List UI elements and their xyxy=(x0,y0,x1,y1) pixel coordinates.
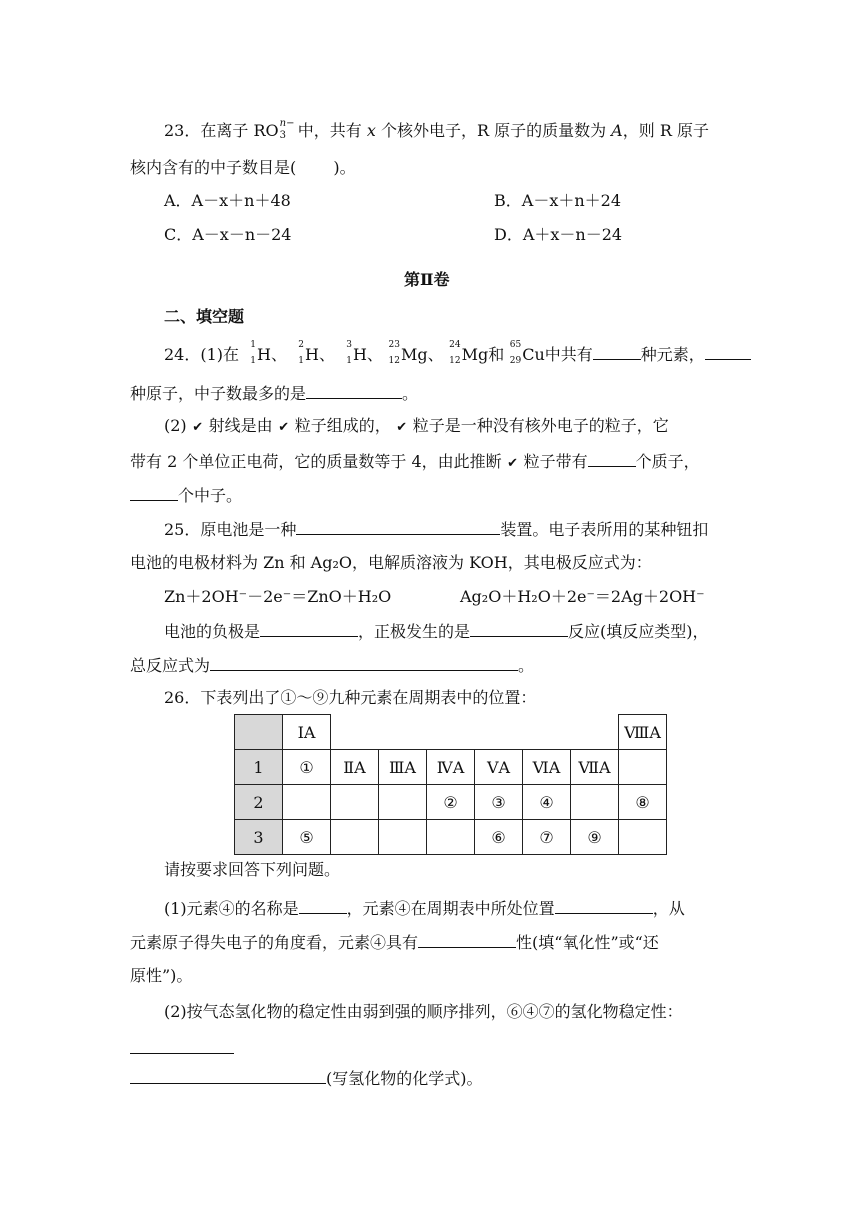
q23-option-a: A．A－x＋n＋48 xyxy=(164,191,291,210)
check-icon: ✔ xyxy=(396,420,408,435)
q24-part2-line2: 带有 2 个单位正电荷，它的质量数等于 4，由此推断 ✔ 粒子带有 个质子， xyxy=(130,449,700,476)
table-cell xyxy=(379,820,427,855)
table-cell: ⑥ xyxy=(475,820,523,855)
section-title: 第Ⅱ卷 xyxy=(404,270,450,289)
answer-blank[interactable] xyxy=(555,896,653,914)
answer-blank[interactable] xyxy=(593,342,641,360)
periodic-table xyxy=(234,714,667,855)
q23-line2: 核内含有的中子数目是( )。 xyxy=(130,158,356,177)
table-header-viiia: ⅧA xyxy=(619,715,667,750)
period-label: 1 xyxy=(235,750,283,785)
answer-blank[interactable] xyxy=(705,342,751,360)
q23-option-c: C．A－x－n－24 xyxy=(164,225,292,244)
answer-blank[interactable] xyxy=(296,517,500,535)
q26-part1-line2: 元素原子得失电子的角度看，元素④具有 性(填“氧化性”或“还 xyxy=(130,930,659,955)
check-icon: ✔ xyxy=(507,456,519,471)
table-cell: ① xyxy=(283,750,331,785)
q26-part2-line3: (写氢化物的化学式)。 xyxy=(130,1066,483,1091)
q26-part1-line3: 原性”)。 xyxy=(130,966,193,985)
q23-line1: 23．在离子 RO n− 3 中，共有 x 个核外电子，R 原子的质量数为 A，则 R 原子 xyxy=(164,118,709,141)
table-cell: ② xyxy=(427,785,475,820)
answer-blank[interactable] xyxy=(299,896,347,914)
q25-line4: 电池的负极是 ，正极发生的是 反应(填反应类型)， xyxy=(164,619,709,644)
table-cell xyxy=(427,820,475,855)
answer-blank[interactable] xyxy=(130,1066,326,1084)
table-cell: ⑧ xyxy=(619,785,667,820)
nuclide-h1: 1 1 xyxy=(250,340,257,366)
check-icon: ✔ xyxy=(278,420,290,435)
nuclide-h3: 3 1 xyxy=(346,340,352,366)
q23-option-d: D．A＋x－n－24 xyxy=(494,225,623,244)
table-cell: ⅣA xyxy=(427,750,475,785)
answer-blank[interactable] xyxy=(470,619,568,637)
table-cell: ⑤ xyxy=(283,820,331,855)
answer-blank[interactable] xyxy=(210,653,518,671)
q25-line2: 电池的电极材料为 Zn 和 Ag₂O，电解质溶液为 KOH，其电极反应式为： xyxy=(130,553,652,572)
answer-blank[interactable] xyxy=(418,930,516,948)
answer-blank[interactable] xyxy=(588,449,636,467)
answer-blank[interactable] xyxy=(306,381,402,399)
table-cell: ⅡA xyxy=(331,750,379,785)
nuclide-cu65: 65 29 xyxy=(509,340,522,366)
q26-part2-line1: (2)按气态氢化物的稳定性由弱到强的顺序排列，⑥④⑦的氢化物稳定性： xyxy=(164,1002,683,1021)
table-cell: ⑨ xyxy=(571,820,619,855)
q23-option-b: B．A－x＋n＋24 xyxy=(494,191,622,210)
answer-blank[interactable] xyxy=(260,619,358,637)
ion-formula: RO n− 3 xyxy=(253,118,295,141)
table-cell: ④ xyxy=(523,785,571,820)
q26-part2-line2 xyxy=(130,1036,234,1061)
q25-equation-2: Ag₂O＋H₂O＋2e⁻＝2Ag＋2OH⁻ xyxy=(460,587,705,606)
table-cell: ⅤA xyxy=(475,750,523,785)
q24-part2-line1: (2) ✔ 射线是由 ✔ 粒子组成的， ✔ 粒子是一种没有核外电子的粒子，它 xyxy=(164,414,669,440)
section-part: 二、填空题 xyxy=(164,307,245,326)
check-icon: ✔ xyxy=(192,420,204,435)
table-cell: ⅦA xyxy=(571,750,619,785)
period-label: 3 xyxy=(235,820,283,855)
table-cell: ⑦ xyxy=(523,820,571,855)
answer-blank[interactable] xyxy=(130,1036,234,1054)
table-cell xyxy=(571,785,619,820)
table-cell: ③ xyxy=(475,785,523,820)
q23-number: 23． xyxy=(164,121,201,140)
q26-instruction: 请按要求回答下列问题。 xyxy=(164,860,341,879)
table-header-ia: ⅠA xyxy=(283,715,331,750)
q26-intro: 26．下表列出了①～⑨九种元素在周期表中的位置： xyxy=(164,688,537,707)
table-cell xyxy=(619,820,667,855)
q24-part2-line3: 个中子。 xyxy=(130,483,242,508)
nuclide-mg23: 23 12 xyxy=(388,340,400,366)
q24-line2: 种原子，中子数最多的是 。 xyxy=(130,381,418,406)
q25-line5: 总反应式为 。 xyxy=(130,653,534,678)
nuclide-h2: 2 1 xyxy=(298,340,304,366)
table-cell xyxy=(283,785,331,820)
table-cell: ⅢA xyxy=(379,750,427,785)
period-label: 2 xyxy=(235,785,283,820)
nuclide-mg24: 24 12 xyxy=(449,340,461,366)
q24-line1: 24．(1)在 1 1 H、 2 1 H、 3 1 H、 23 12 Mg、 24 12 Mg和 65 29 Cu中共有 种元素， xyxy=(164,342,751,367)
q25-line1: 25．原电池是一种 装置。电子表所用的某种钮扣 xyxy=(164,517,708,542)
table-cell xyxy=(379,785,427,820)
table-cell: ⅥA xyxy=(523,750,571,785)
q25-equation-1: Zn＋2OH⁻－2e⁻＝ZnO＋H₂O xyxy=(164,587,392,606)
answer-blank[interactable] xyxy=(130,483,178,501)
table-cell xyxy=(331,820,379,855)
table-cell xyxy=(235,715,283,750)
table-cell xyxy=(619,750,667,785)
q26-part1-line1: (1)元素④的名称是 ，元素④在周期表中所处位置 ，从 xyxy=(164,896,685,921)
table-cell xyxy=(331,785,379,820)
